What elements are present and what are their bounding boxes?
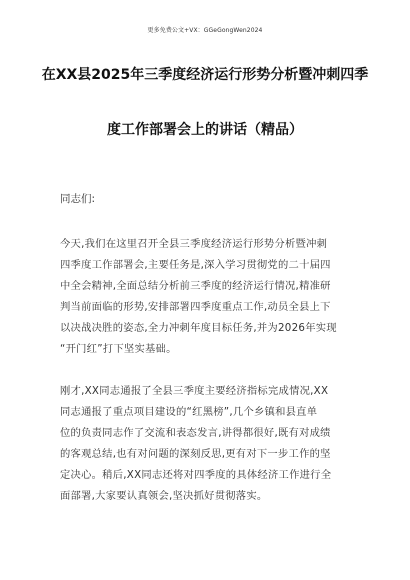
paragraph-line: 四季度工作部署会,主要任务是,深入学习贯彻党的二十届四 bbox=[60, 259, 331, 271]
paragraph-2 bbox=[60, 381, 360, 507]
paragraph-line: “开门红”打下坚实基础。 bbox=[60, 343, 177, 355]
header-note: 更多免费公文+VX：GGeGongWen2024 bbox=[147, 27, 263, 34]
paragraph-line: 中全会精神,全面总结分析前三季度的经济运行情况,精准研 bbox=[60, 280, 331, 292]
paragraph-line: 定决心。稍后,XX同志还将对四季度的具体经济工作进行全 bbox=[60, 469, 332, 481]
paragraph-line: 的客观总结,也有对问题的深刻反思,更有对下一步工作的坚 bbox=[60, 448, 331, 460]
paragraph-line: 刚才,XX同志通报了全县三季度主要经济指标完成情况,XX bbox=[60, 385, 329, 397]
salutation: 同志们: bbox=[60, 193, 96, 205]
paragraph-line: 今天,我们在这里召开全县三季度经济运行形势分析暨冲刺 bbox=[60, 238, 328, 250]
paragraph-line: 位的负责同志作了交流和表态发言,讲得都很好,既有对成绩 bbox=[60, 427, 331, 439]
document-title-line-1: 在XX县2025年三季度经济运行形势分析暨冲刺四季 bbox=[41, 67, 369, 83]
document-title-line-2: 度工作部署会上的讲话（精品） bbox=[107, 122, 303, 138]
paragraph-1 bbox=[60, 234, 360, 360]
paragraph-line: 同志通报了重点项目建设的“红黑榜”,几个乡镇和县直单 bbox=[60, 406, 318, 418]
paragraph-line: 面部署,大家要认真领会,坚决抓好贯彻落实。 bbox=[60, 490, 268, 502]
paragraph-line: 以决战决胜的姿态,全力冲刺年度目标任务,并为2026年实现 bbox=[60, 322, 337, 334]
paragraph-line: 判当前面临的形势,安排部署四季度重点工作,动员全县上下 bbox=[60, 301, 331, 313]
